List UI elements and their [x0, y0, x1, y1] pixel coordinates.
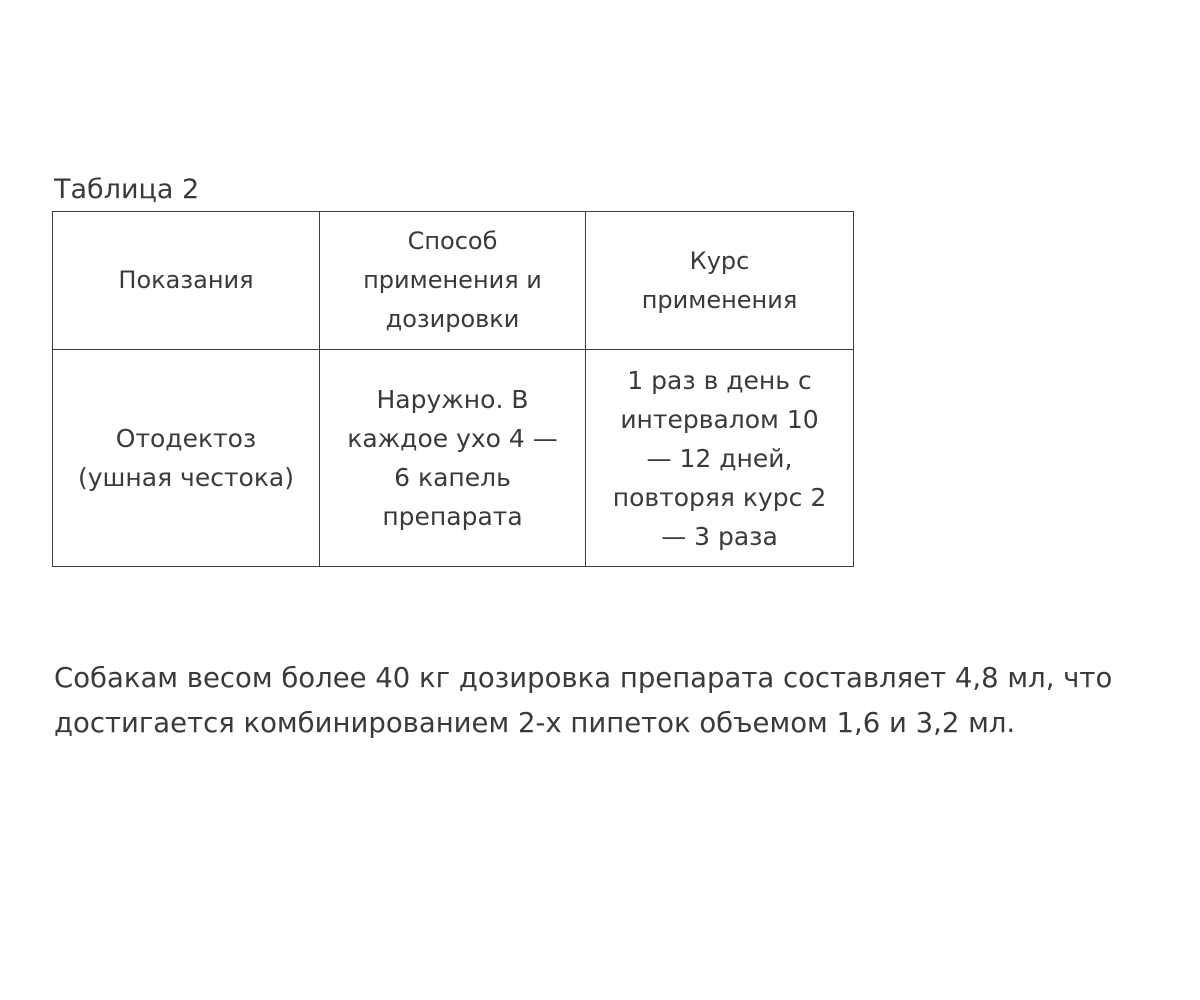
table-row: [53, 350, 854, 567]
header-indications: Показания: [53, 212, 320, 350]
cell-course: 1 раз в день с интервалом 10 — 12 дней, повторяя курс 2 — 3 раза: [586, 350, 854, 567]
dosage-note-paragraph: Собакам весом более 40 кг дозировка препарата составляет 4,8 мл, что достигается комбинированием 2-х пипеток объемом 1,6 и 3,2 мл.: [54, 662, 1113, 739]
cell-indication: Отодектоз (ушная честока): [53, 350, 320, 567]
table-header-row: [53, 212, 854, 350]
table-caption: Таблица 2: [54, 174, 200, 205]
header-course: Курс применения: [586, 212, 854, 350]
cell-method-dosage: Наружно. В каждое ухо 4 — 6 капель препарата: [320, 350, 586, 567]
header-method-dosage: Способ применения и дозировки: [320, 212, 586, 350]
dosage-table: [52, 211, 854, 567]
